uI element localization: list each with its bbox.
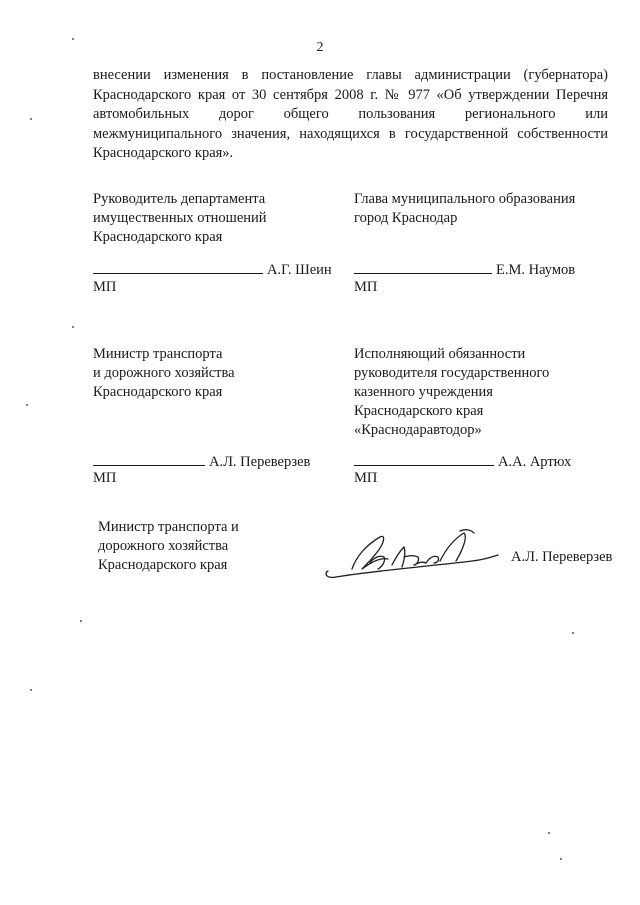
title-line: Краснодарского края xyxy=(93,229,223,245)
title-line: имущественных отношений xyxy=(93,210,267,226)
scan-speck xyxy=(26,404,28,406)
scan-speck xyxy=(80,620,82,622)
scan-speck xyxy=(72,38,74,40)
title-line: Руководитель департамента xyxy=(93,191,266,207)
acting-head-title xyxy=(354,345,549,440)
city-head-signature-line xyxy=(354,259,575,279)
property-head-signature-line xyxy=(93,259,332,279)
signatory-name: А.А. Артюх xyxy=(498,454,572,470)
scan-speck xyxy=(572,632,574,634)
intro-line: внесении изменения в постановление главы администрации (губернатора) xyxy=(93,67,608,83)
title-line: Краснодарского края xyxy=(93,384,223,400)
intro-line: автомобильных дорог общего пользования регионального или xyxy=(93,106,608,122)
signature-rule xyxy=(354,259,492,274)
signature-rule xyxy=(354,451,494,466)
stamp-place: МП xyxy=(93,470,117,486)
signatory-name: А.Л. Переверзев xyxy=(209,454,311,470)
scan-speck xyxy=(72,326,74,328)
signatory-name: А.Г. Шеин xyxy=(267,262,332,278)
transport-minister-signature-line xyxy=(93,451,310,471)
title-line: казенного учреждения xyxy=(354,384,493,400)
intro-line: межмуниципального значения, находящихся в государственной собственности xyxy=(93,125,608,142)
title-line: Краснодарского края xyxy=(98,557,228,573)
title-line: Глава муниципального образования xyxy=(354,191,576,207)
property-head-title xyxy=(93,190,267,247)
title-line: дорожного хозяйства xyxy=(98,538,229,554)
stamp-place: МП xyxy=(354,470,378,486)
intro-line: Краснодарского края». xyxy=(93,145,234,161)
title-line: Министр транспорта и xyxy=(98,519,239,535)
title-line: Министр транспорта xyxy=(93,346,223,362)
title-line: Краснодарского края xyxy=(354,403,484,419)
transport-minister-title xyxy=(93,345,235,402)
title-line: «Краснодаравтодор» xyxy=(354,422,482,438)
city-head-title xyxy=(354,190,575,228)
title-line: руководителя государственного xyxy=(354,365,550,381)
title-line: и дорожного хозяйства xyxy=(93,365,235,381)
stamp-place: МП xyxy=(93,279,117,295)
title-line: город Краснодар xyxy=(354,210,458,226)
signature-rule xyxy=(93,259,263,274)
title-line: Исполняющий обязанности xyxy=(354,346,526,362)
scan-speck xyxy=(548,832,550,834)
scan-speck xyxy=(560,858,562,860)
stamp-place: МП xyxy=(354,279,378,295)
intro-line: Краснодарского края от 30 сентября 2008 г. № 977 «Об утверждении Перечня xyxy=(93,86,608,103)
page-number: 2 xyxy=(316,40,324,55)
scan-speck xyxy=(30,689,32,691)
handwritten-signature xyxy=(322,527,502,587)
final-signatory-title xyxy=(98,518,239,575)
final-signatory-name: А.Л. Переверзев xyxy=(511,549,613,565)
signatory-name: Е.М. Наумов xyxy=(496,262,576,278)
intro-paragraph xyxy=(93,66,608,164)
signature-rule xyxy=(93,451,205,466)
scan-speck xyxy=(30,118,32,120)
acting-head-signature-line xyxy=(354,451,571,471)
